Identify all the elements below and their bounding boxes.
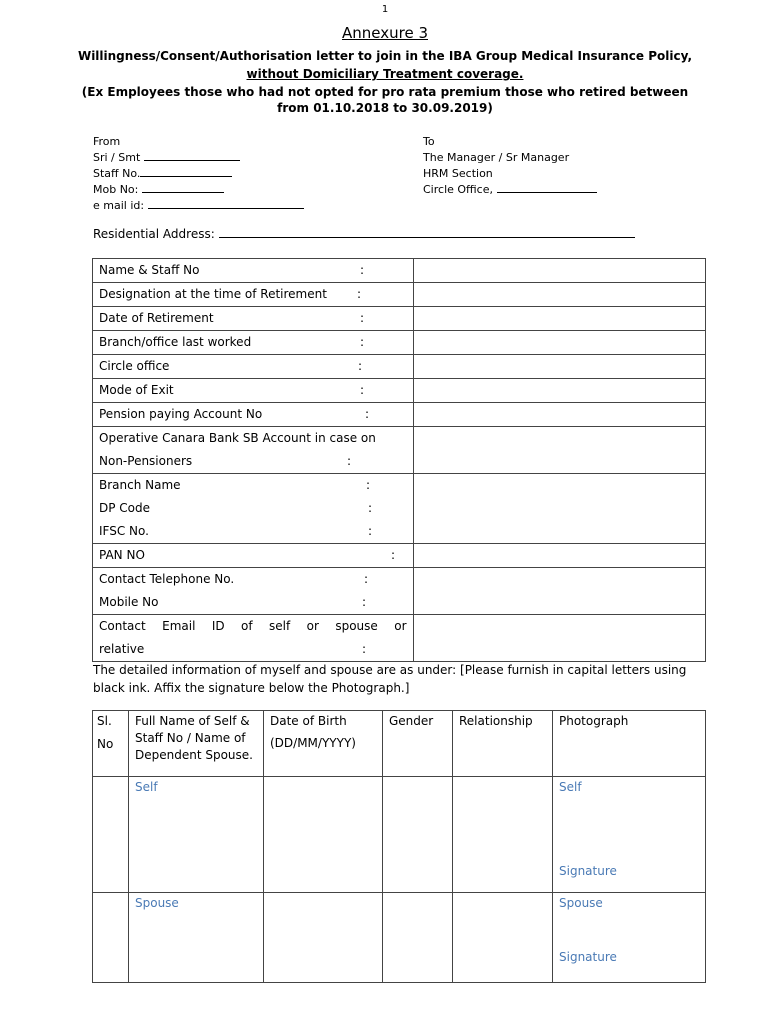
self-photo-cell[interactable] (553, 777, 706, 893)
operative-account-value[interactable] (413, 427, 705, 474)
relationship-header: Relationship (453, 711, 553, 777)
spouse-signature-label: Signature (559, 950, 617, 964)
row-label-cell (93, 307, 414, 331)
dob-header (264, 711, 383, 777)
operative-label: Non-Pensioners (99, 454, 193, 468)
page-title: Annexure 3 (341, 24, 428, 42)
mode-exit-label: Mode of Exit (99, 383, 174, 397)
dob-header-line-1: Date of Birth (270, 714, 347, 728)
colon: : (360, 311, 365, 325)
operative-line-2 (99, 450, 407, 473)
row-label-cell (93, 568, 414, 615)
row-label-cell (93, 259, 414, 283)
date-retirement-label: Date of Retirement (99, 311, 214, 325)
spouse-photo-label: Spouse (559, 896, 603, 910)
table-row (93, 403, 706, 427)
instructions-text: The detailed information of myself and spouse are as under: [Please furnish in capital letters using black ink. Affix the signature below the Photograph.] (93, 663, 687, 695)
sl-header-line-2: No (97, 737, 114, 751)
staff-no-field[interactable] (140, 166, 232, 177)
self-gender-cell[interactable] (383, 777, 453, 893)
spouse-gender-cell[interactable] (383, 893, 453, 983)
row-label-cell (93, 427, 414, 474)
colon: : (362, 595, 367, 609)
table-row (93, 474, 706, 544)
contact-tel-line (99, 568, 407, 591)
table-row (93, 893, 706, 983)
to-line-3 (423, 182, 723, 198)
ifsc-line (99, 520, 407, 543)
self-photo-label: Self (559, 780, 582, 794)
contact-value[interactable] (413, 568, 705, 615)
table-header-row (93, 711, 706, 777)
from-mob-label: Mob No: (93, 183, 139, 196)
table-row (93, 331, 706, 355)
table-row (93, 427, 706, 474)
from-name-line (93, 150, 393, 166)
operative-line-1: Operative Canara Bank SB Account in case on (99, 431, 376, 445)
fullname-header: Full Name of Self & Staff No / Name of Dependent Spouse. (129, 711, 264, 777)
page-number: 1 (381, 4, 389, 15)
self-signature-label: Signature (559, 864, 617, 878)
residential-address-field[interactable] (219, 227, 635, 238)
spouse-label: Spouse (135, 896, 179, 910)
branch-name-label: Branch Name (99, 478, 181, 492)
designation-label: Designation at the time of Retirement (99, 287, 327, 301)
spouse-relationship-cell[interactable] (453, 893, 553, 983)
spouse-dob-cell[interactable] (264, 893, 383, 983)
residential-address-line (93, 227, 635, 241)
contact-tel-label: Contact Telephone No. (99, 572, 235, 586)
branch-last-label: Branch/office last worked (99, 335, 252, 349)
photograph-header: Photograph (553, 711, 706, 777)
pan-value[interactable] (413, 544, 705, 568)
row-label-cell (93, 283, 414, 307)
row-label-cell (93, 474, 414, 544)
row-label-cell (93, 544, 414, 568)
from-staff-line (93, 166, 393, 182)
colon: : (365, 407, 370, 421)
circle-office-field[interactable] (497, 182, 597, 193)
table-row (93, 283, 706, 307)
sl-cell[interactable] (93, 777, 129, 893)
sl-header (93, 711, 129, 777)
self-name-cell[interactable] (129, 777, 264, 893)
subtitle-line-4: from 01.10.2018 to 30.09.2019) (277, 101, 493, 115)
row-label-cell (93, 615, 414, 662)
table-row (93, 259, 706, 283)
subtitle-line-2: without Domiciliary Treatment coverage. (246, 67, 524, 81)
spouse-photo-cell[interactable] (553, 893, 706, 983)
subtitle-line-1: Willingness/Consent/Authorisation letter to join in the IBA Group Medical Insurance Policy, (77, 49, 693, 63)
colon: : (368, 501, 373, 515)
row-label-cell (93, 379, 414, 403)
pan-label: PAN NO (99, 548, 145, 562)
table-row (93, 568, 706, 615)
circle-office-label: Circle office (99, 359, 170, 373)
to-line-1: The Manager / Sr Manager (423, 151, 570, 164)
colon: : (368, 524, 373, 538)
row-label-cell (93, 403, 414, 427)
from-name-label: Sri / Smt (93, 151, 141, 164)
table-row (93, 777, 706, 893)
mobile-line (99, 591, 407, 614)
mobile-label: Mobile No (99, 595, 159, 609)
mobile-field[interactable] (142, 182, 224, 193)
employee-details-table (92, 258, 706, 662)
to-line-3-label: Circle Office, (423, 183, 493, 196)
self-label: Self (135, 780, 158, 794)
table-row (93, 615, 706, 662)
row-label-cell (93, 331, 414, 355)
table-row (93, 355, 706, 379)
dependent-table (92, 710, 706, 983)
table-row (93, 307, 706, 331)
from-email-line (93, 198, 393, 214)
date-retirement-value[interactable] (413, 307, 705, 331)
table-row (93, 379, 706, 403)
branch-last-value[interactable] (413, 331, 705, 355)
circle-office-value[interactable] (413, 355, 705, 379)
email-line-2 (99, 638, 407, 661)
to-block (423, 134, 723, 198)
dp-code-label: DP Code (99, 501, 151, 515)
pension-account-value[interactable] (413, 403, 705, 427)
sl-cell[interactable] (93, 893, 129, 983)
colon: : (360, 263, 365, 277)
email-label: relative (99, 642, 145, 656)
branch-name-line (99, 474, 407, 497)
colon: : (360, 383, 365, 397)
self-dob-cell[interactable] (264, 777, 383, 893)
email-field[interactable] (148, 198, 304, 209)
ifsc-label: IFSC No. (99, 524, 149, 538)
from-staff-label: Staff No. (93, 167, 141, 180)
dob-header-line-2: (DD/MM/YYYY) (270, 736, 356, 750)
from-heading: From (93, 135, 121, 148)
from-block (93, 134, 393, 214)
from-mob-line (93, 182, 393, 198)
name-staff-label: Name & Staff No (99, 263, 200, 277)
from-email-label: e mail id: (93, 199, 145, 212)
designation-value[interactable] (413, 283, 705, 307)
name-staff-value[interactable] (413, 259, 705, 283)
name-field[interactable] (144, 150, 240, 161)
colon: : (391, 548, 396, 562)
row-label-cell (93, 355, 414, 379)
colon: : (362, 642, 367, 656)
to-heading: To (423, 135, 435, 148)
pension-account-label: Pension paying Account No (99, 407, 263, 421)
to-line-2: HRM Section (423, 167, 493, 180)
self-relationship-cell[interactable] (453, 777, 553, 893)
colon: : (358, 359, 363, 373)
colon: : (347, 454, 352, 468)
bank-details-value[interactable] (413, 474, 705, 544)
residential-address-label: Residential Address: (93, 227, 215, 241)
colon: : (366, 478, 371, 492)
gender-header: Gender (383, 711, 453, 777)
dp-code-line (99, 497, 407, 520)
spouse-name-cell[interactable] (129, 893, 264, 983)
table-row (93, 544, 706, 568)
colon: : (360, 335, 365, 349)
sl-header-line-1: Sl. (97, 714, 112, 728)
email-value[interactable] (413, 615, 705, 662)
email-line-1: Contact Email ID of self or spouse or (99, 619, 407, 633)
colon: : (357, 287, 362, 301)
colon: : (364, 572, 369, 586)
subtitle-line-3: (Ex Employees those who had not opted for pro rata premium those who retired between (81, 85, 689, 99)
mode-exit-value[interactable] (413, 379, 705, 403)
